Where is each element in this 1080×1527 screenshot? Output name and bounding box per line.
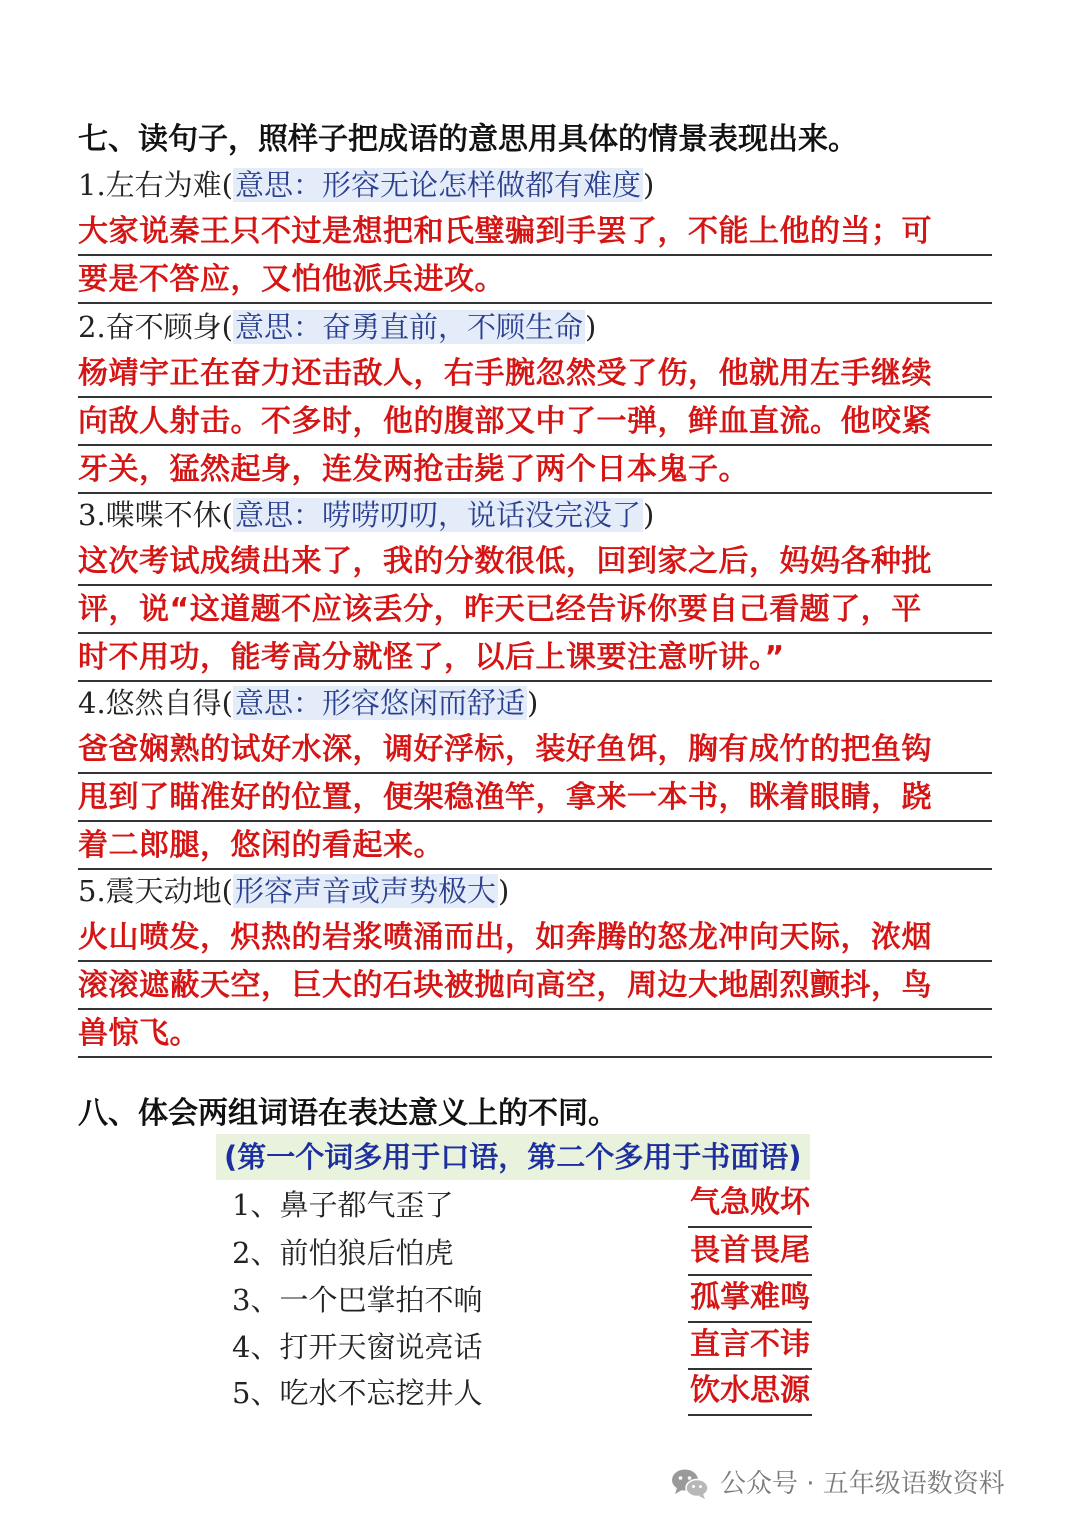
item3-answer-line: 评，说“这道题不应该丢分，昨天已经告诉你要自己看题了，平 <box>78 586 992 634</box>
section8-note: (第一个词多用于口语，第二个多用于书面语) <box>216 1134 810 1180</box>
item5-close-paren: ) <box>498 874 510 908</box>
item2-answer <box>78 350 992 494</box>
item2-open-paren: ( <box>221 310 233 344</box>
pair2-spoken: 2、前怕狼后怕虎 <box>232 1236 454 1270</box>
item4-open-paren: ( <box>221 686 233 720</box>
pair5-spoken: 5、吃水不忘挖井人 <box>232 1376 483 1410</box>
pair4-spoken: 4、打开天窗说亮话 <box>232 1330 483 1364</box>
pair5-written: 饮水思源 <box>688 1368 812 1416</box>
pair3-written: 孤掌难鸣 <box>688 1275 812 1323</box>
item3-close-paren: ) <box>643 498 655 532</box>
item1-open-paren: ( <box>221 168 233 202</box>
pair1-written: 气急败坏 <box>688 1180 812 1228</box>
item2-answer-line: 杨靖宇正在奋力还击敌人，右手腕忽然受了伤，他就用左手继续 <box>78 350 992 398</box>
item4-meaning: 意思：形容悠闲而舒适 <box>235 686 526 720</box>
item4-line <box>78 680 538 726</box>
item4-idiom: 4.悠然自得 <box>78 686 222 720</box>
item1-answer-line: 大家说秦王只不过是想把和氏璧骗到手罢了，不能上他的当；可 <box>78 208 992 256</box>
item2-meaning: 意思：奋勇直前，不顾生命 <box>235 310 584 344</box>
wechat-icon <box>670 1467 710 1501</box>
item1-answer <box>78 208 992 304</box>
item1-line <box>78 162 654 208</box>
item3-line <box>78 492 654 538</box>
footer-text: 公众号 · 五年级语数资料 <box>720 1469 1005 1499</box>
section8-title: 八、体会两组词语在表达意义上的不同。 <box>78 1096 618 1131</box>
item2-close-paren: ) <box>585 310 597 344</box>
item5-answer-line: 兽惊飞。 <box>78 1010 992 1058</box>
item1-meaning: 意思：形容无论怎样做都有难度 <box>235 168 642 202</box>
item3-answer-line: 时不用功，能考高分就怪了，以后上课要注意听讲。” <box>78 634 992 682</box>
item2-answer-line: 牙关，猛然起身，连发两抢击毙了两个日本鬼子。 <box>78 446 992 494</box>
item3-idiom: 3.喋喋不休 <box>78 498 222 532</box>
item5-answer-line: 火山喷发，炽热的岩浆喷涌而出，如奔腾的怒龙冲向天际，浓烟 <box>78 914 992 962</box>
pair4-written: 直言不讳 <box>688 1322 812 1370</box>
item2-line <box>78 304 596 350</box>
item4-answer-line: 着二郎腿，悠闲的看起来。 <box>78 822 992 870</box>
item3-answer <box>78 538 992 682</box>
pair2-written: 畏首畏尾 <box>688 1228 812 1276</box>
footer-watermark <box>670 1462 1005 1506</box>
item3-open-paren: ( <box>221 498 233 532</box>
item4-answer-line: 甩到了瞄准好的位置，便架稳渔竿，拿来一本书，眯着眼睛，跷 <box>78 774 992 822</box>
item5-answer <box>78 914 992 1058</box>
item1-close-paren: ) <box>643 168 655 202</box>
section7-title: 七、读句子，照样子把成语的意思用具体的情景表现出来。 <box>78 122 858 157</box>
item5-idiom: 5.震天动地 <box>78 874 222 908</box>
item4-close-paren: ) <box>527 686 539 720</box>
item1-answer-line: 要是不答应，又怕他派兵进攻。 <box>78 256 992 304</box>
item5-answer-line: 滚滚遮蔽天空，巨大的石块被抛向高空，周边大地剧烈颤抖，鸟 <box>78 962 992 1010</box>
item5-meaning: 形容声音或声势极大 <box>235 874 497 908</box>
item3-answer-line: 这次考试成绩出来了，我的分数很低，回到家之后，妈妈各种批 <box>78 538 992 586</box>
item4-answer <box>78 726 992 870</box>
item1-idiom: 1.左右为难 <box>78 168 222 202</box>
item5-open-paren: ( <box>221 874 233 908</box>
item2-idiom: 2.奋不顾身 <box>78 310 222 344</box>
pair3-spoken: 3、一个巴掌拍不响 <box>232 1283 483 1317</box>
item4-answer-line: 爸爸娴熟的试好水深，调好浮标，装好鱼饵，胸有成竹的把鱼钩 <box>78 726 992 774</box>
item5-line <box>78 868 509 914</box>
item2-answer-line: 向敌人射击。不多时，他的腹部又中了一弹，鲜血直流。他咬紧 <box>78 398 992 446</box>
item3-meaning: 意思：唠唠叨叨，说话没完没了 <box>235 498 642 532</box>
pair1-spoken: 1、鼻子都气歪了 <box>232 1188 454 1222</box>
